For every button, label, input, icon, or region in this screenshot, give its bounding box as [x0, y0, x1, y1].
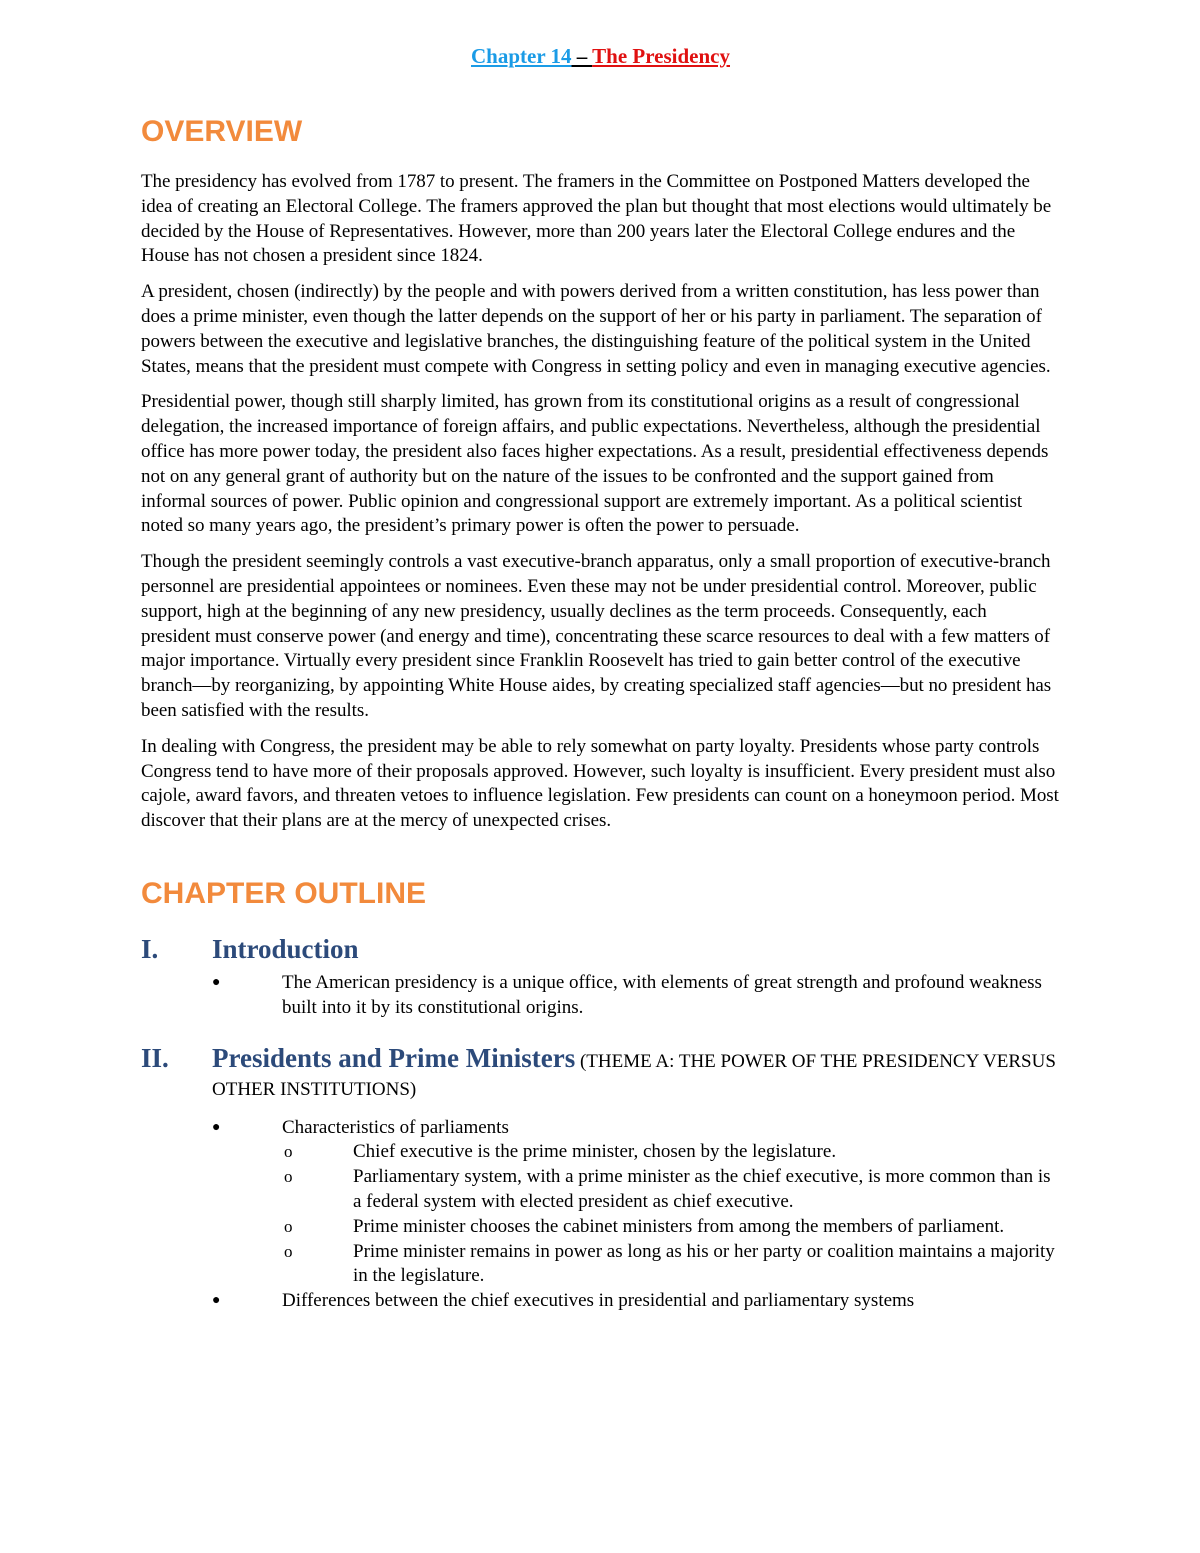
section-theme: (THEME A: THE POWER OF THE PRESIDENCY VERSUS OTHER INSTITUTIONS) [212, 1050, 1056, 1100]
sub-bullet-text: Parliamentary system, with a prime minister as the chief executive, is more common than is a federal system with elected president as chief executive. [353, 1166, 1051, 1212]
section-heading-text [212, 1042, 1060, 1104]
sub-bullet-list [141, 1140, 1060, 1289]
chapter-outline-heading: CHAPTER OUTLINE [141, 876, 426, 910]
section-title: Presidents and Prime Ministers [212, 1042, 576, 1073]
list-item [141, 1116, 1060, 1141]
section-numeral: II. [141, 1042, 169, 1073]
overview-paragraph-1: The presidency has evolved from 1787 to present. The framers in the Committee on Postponed Matters developed the idea of creating an Electoral College. The framers approved the plan but thought that most elections would ultimately be decided by the House of Representatives. However, more than 200 years later the Electoral College endures and the House has not chosen a president since 1824. [141, 171, 1052, 267]
section-bullet-list [141, 1289, 1060, 1314]
sub-bullet-icon: o [284, 1216, 293, 1236]
bullet-text: Differences between the chief executives in presidential and parliamentary systems [282, 1290, 915, 1312]
bullet-icon: ● [212, 1293, 221, 1309]
bullet-text: The American presidency is a unique office, with elements of great strength and profound weakness built into it by its constitutional origins. [282, 971, 1042, 1018]
chapter-name: The Presidency [592, 44, 730, 68]
outline-section-heading [141, 1043, 1060, 1104]
sub-bullet-icon: o [284, 1241, 293, 1261]
list-item [141, 1215, 1060, 1240]
section-heading-text [212, 933, 1060, 967]
overview-paragraph-4: Though the president seemingly controls a vast executive-branch apparatus, only a small proportion of executive-branch personnel are presidential appointees or nominees. Even these may not be under presidential control. Moreover, public support, high at the beginning of any new presidency, usually declines as the term proceeds. Consequently, each president must conserve power (and energy and time), concentrating these scarce resources to deal with a few matters of major importance. Virtually every president since Franklin Roosevelt has tried to gain better control of the executive branch—by reorganizing, by appointing White House aides, by creating specialized staff agencies—but no president has been satisfied with the results. [141, 551, 1052, 721]
list-item [141, 1140, 1060, 1165]
bullet-icon: ● [212, 974, 221, 990]
overview-paragraph-5: In dealing with Congress, the president may be able to rely somewhat on party loyalty. Presidents whose party controls Congress tend to have more of their proposals approved. However, such loyalty is insufficient. Every president must also cajole, award favors, and threaten vetoes to influence legislation. Few presidents can count on a honeymoon period. Most discover that their plans are at the mercy of unexpected crises. [141, 735, 1059, 832]
chapter-title-separator: – [571, 44, 593, 68]
list-item [141, 971, 1060, 1021]
list-item [141, 1165, 1060, 1215]
sub-bullet-text: Prime minister remains in power as long as his or her party or coalition maintains a majority in the legislature. [353, 1240, 1055, 1287]
sub-bullet-text: Prime minister chooses the cabinet ministers from among the members of parliament. [353, 1215, 1005, 1237]
section-title: Introduction [212, 933, 359, 964]
list-item [141, 1289, 1060, 1314]
overview-heading: OVERVIEW [141, 115, 303, 148]
chapter-title [141, 42, 1060, 70]
list-item [141, 1240, 1060, 1290]
chapter-number: Chapter 14 [470, 44, 572, 68]
overview-paragraph-2: A president, chosen (indirectly) by the people and with powers derived from a written constitution, has less power than does a prime minister, even though the latter depends on the support of her or his party in parliament. The separation of powers between the executive and legislative branches, the distinguishing feature of the political system in the United States, means that the president must compete with Congress in setting policy and even in managing executive agencies. [141, 281, 1051, 377]
bullet-icon: ● [212, 1119, 221, 1135]
bullet-text: Characteristics of parliaments [282, 1116, 509, 1138]
sub-bullet-icon: o [284, 1167, 293, 1187]
sub-bullet-icon: o [284, 1142, 293, 1162]
sub-bullet-text: Chief executive is the prime minister, chosen by the legislature. [353, 1141, 837, 1163]
overview-paragraph-3: Presidential power, though still sharply limited, has grown from its constitutional origins as a result of congressional delegation, the increased importance of foreign affairs, and public expectations. Nevertheless, although the presidential office has more power today, the president also faces higher expectations. As a result, presidential effectiveness depends not on any general grant of authority but on the nature of the issues to be confronted and the support gained from informal sources of power. Public opinion and congressional support are extremely important. As a political scientist noted so many years ago, the president’s primary power is often the power to persuade. [141, 391, 1049, 537]
section-numeral: I. [141, 933, 159, 964]
outline-section-heading [141, 934, 1060, 967]
section-bullet-list [141, 971, 1060, 1021]
section-bullet-list [141, 1116, 1060, 1141]
